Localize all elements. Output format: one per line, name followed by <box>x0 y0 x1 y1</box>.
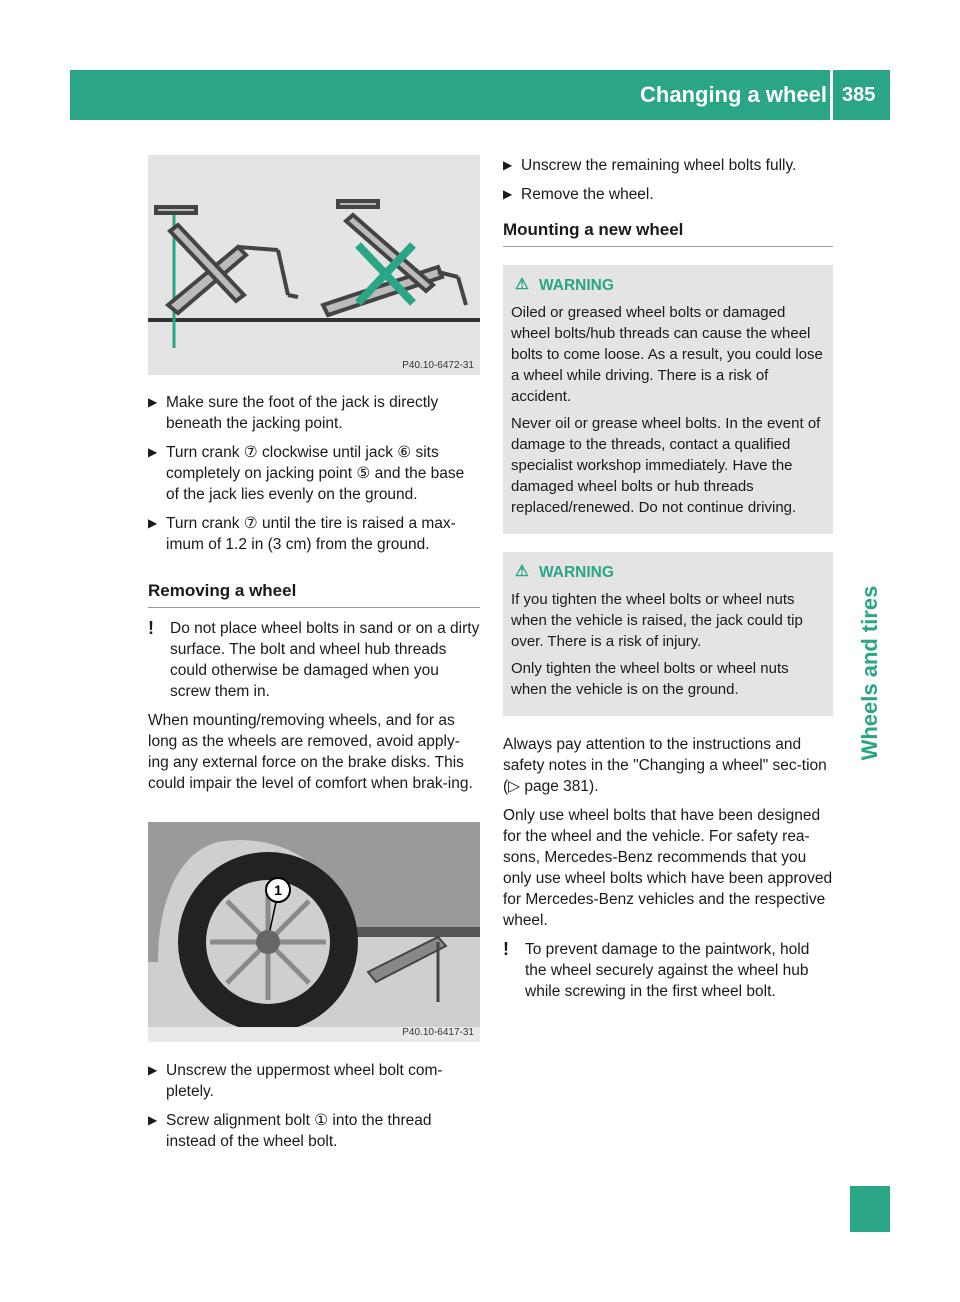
list-item: ▶ Turn crank ⑦ clockwise until jack ⑥ sits completely on jacking point ⑤ and the base of the jack lies evenly on the ground. <box>148 444 465 503</box>
section-heading: Removing a wheel <box>148 580 480 608</box>
warning-icon: ⚠ <box>515 276 529 293</box>
list-item: ▶ Unscrew the uppermost wheel bolt com-pletely. <box>148 1062 443 1100</box>
arrow-icon: ▶ <box>148 445 158 459</box>
warning-box <box>503 265 833 534</box>
figure-code: P40.10-6472-31 <box>402 360 474 371</box>
arrow-icon: ▶ <box>148 516 158 530</box>
callout-number: 1 <box>274 882 282 898</box>
list-item: ▶ Remove the wheel. <box>503 186 654 203</box>
warning-box <box>503 552 833 716</box>
paragraph: Always pay attention to the instructions and safety notes in the "Changing a wheel" sec-tion (▷ page 381). <box>503 736 827 795</box>
warning-title: ⚠ WARNING <box>515 276 614 294</box>
warning-text: Oiled or greased wheel bolts or damaged wheel bolts/hub threads can cause the wheel bolts to come loose. As a result, you could lose a wheel while driving. There is a risk of accident. <box>511 304 823 405</box>
warning-text: Only tighten the wheel bolts or wheel nuts when the vehicle is on the ground. <box>511 660 789 698</box>
left-steps-1 <box>148 392 480 563</box>
header-divider <box>830 70 833 120</box>
paragraph: Only use wheel bolts that have been designed for the wheel and the vehicle. For safety rea-sons, Mercedes-Benz recommends that you only use wheel bolts which have been approved for Mercedes-Benz vehicles and the respective wheel. <box>503 807 833 929</box>
list-item: ▶ Unscrew the remaining wheel bolts fully. <box>503 157 797 174</box>
arrow-icon: ▶ <box>148 395 158 409</box>
arrow-icon: ▶ <box>503 187 513 201</box>
list-item: ▶ Turn crank ⑦ until the tire is raised a max-imum of 1.2 in (3 cm) from the ground. <box>148 515 456 553</box>
notice: ! Do not place wheel bolts in sand or on a dirty surface. The bolt and wheel hub threads could otherwise be damaged when you screw them in. <box>148 618 480 700</box>
arrow-icon: ▶ <box>503 158 513 172</box>
exclamation-icon: ! <box>503 939 509 959</box>
jack-illustration <box>148 155 480 375</box>
warning-title: ⚠ WARNING <box>515 563 614 581</box>
warning-icon: ⚠ <box>515 563 529 580</box>
section-tab <box>850 540 890 810</box>
wheel-figure <box>148 822 480 1042</box>
section-marker <box>850 1186 890 1232</box>
section-tab-label: Wheels and tires <box>857 585 882 761</box>
wheel-illustration <box>148 822 480 1042</box>
figure-code: P40.10-6417-31 <box>402 1027 474 1038</box>
notice: ! To prevent damage to the paintwork, hold the wheel securely against the wheel hub while screwing in the first wheel bolt. <box>503 939 810 1000</box>
removing-section <box>148 580 480 802</box>
warning-text: Never oil or grease wheel bolts. In the event of damage to the threads, contact a qualified specialist workshop immediately. Have the damaged wheel bolts or hub threads replaced/renewed. Do not continue driving. <box>511 415 821 516</box>
page-number: 385 <box>842 84 876 106</box>
right-column <box>503 155 833 1010</box>
list-item: ▶ Make sure the foot of the jack is directly beneath the jacking point. <box>148 394 439 432</box>
jack-figure <box>148 155 480 375</box>
exclamation-icon: ! <box>148 618 154 638</box>
paragraph: When mounting/removing wheels, and for as long as the wheels are removed, avoid apply-ing any external force on the brake disks. This could impair the level of comfort when brak-ing. <box>148 712 473 792</box>
left-steps-2 <box>148 1060 480 1160</box>
warning-text: If you tighten the wheel bolts or wheel nuts when the vehicle is raised, the jack could tip over. There is a risk of injury. <box>511 591 803 650</box>
list-item: ▶ Screw alignment bolt ① into the thread instead of the wheel bolt. <box>148 1112 432 1150</box>
section-heading: Mounting a new wheel <box>503 219 833 247</box>
page-title: Changing a wheel <box>640 82 828 107</box>
arrow-icon: ▶ <box>148 1113 158 1127</box>
arrow-icon: ▶ <box>148 1063 158 1077</box>
